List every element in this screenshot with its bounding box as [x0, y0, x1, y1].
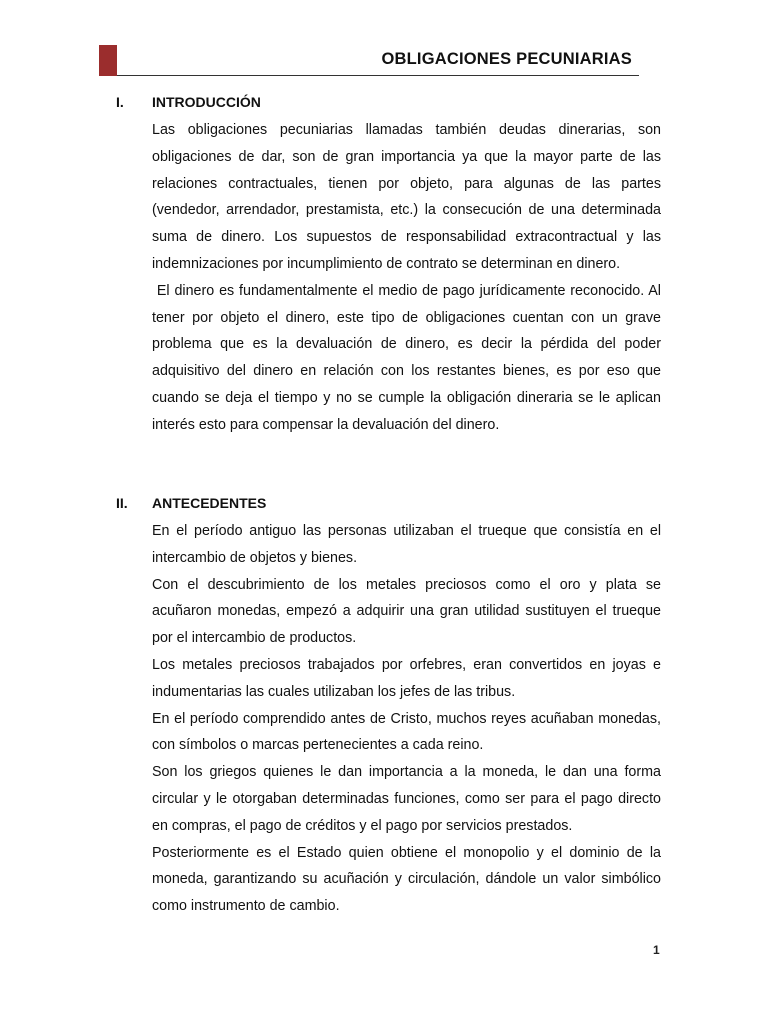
section-number: II.: [116, 495, 128, 511]
paragraph: En el período comprendido antes de Cristo, muchos reyes acuñaban monedas, con símbolos o marcas pertenecientes a cada reino.: [152, 710, 661, 754]
section-heading: INTRODUCCIÓN: [152, 94, 261, 110]
paragraph: En el período antiguo las personas utilizaban el trueque que consistía en el intercambio de objetos y bienes.: [152, 523, 661, 566]
paragraph: El dinero es fundamentalmente el medio de pago jurídicamente reconocido. Al tener por objeto el dinero, este tipo de obligaciones cuentan con un grave problema que es la devaluación de dinero, es decir la pérdida del poder adquisitivo del dinero en relación con los restantes bienes, es por eso que cuando se deja el tiempo y no se cumple la obligación dineraria se le aplican interés esto para compensar la devaluación del dinero.: [152, 282, 665, 433]
paragraph: Los metales preciosos trabajados por orfebres, eran convertidos en joyas e indumentarias las cuales utilizaban los jefes de las tribus.: [152, 656, 661, 700]
page-number: 1: [653, 943, 660, 957]
section-antecedentes-body: [152, 518, 661, 920]
document-title: OBLIGACIONES PECUNIARIAS: [381, 50, 632, 68]
header-accent-bar: [99, 45, 117, 76]
section-heading: ANTECEDENTES: [152, 495, 267, 511]
section-introduccion-body: [152, 117, 665, 439]
paragraph: Las obligaciones pecuniarias llamadas también deudas dinerarias, son obligaciones de dar, son de gran importancia ya que la mayor parte de las relaciones contractuales, tienen por objeto, para algunas de las partes (vendedor, arrendador, prestamista, etc.) la consecución de una determinada suma de dinero. Los supuestos de responsabilidad extracontractual y las indemnizaciones por incumplimiento de contrato se determinan en dinero.: [152, 122, 661, 272]
header-rule: [117, 75, 639, 76]
paragraph: Con el descubrimiento de los metales preciosos como el oro y plata se acuñaron monedas, empezó a adquirir una gran utilidad sustituyen el trueque por el intercambio de productos.: [152, 576, 661, 647]
paragraph: Posteriormente es el Estado quien obtiene el monopolio y el dominio de la moneda, garantizando su acuñación y circulación, dándole un valor simbólico como instrumento de cambio.: [152, 844, 661, 915]
paragraph: Son los griegos quienes le dan importancia a la moneda, le dan una forma circular y le otorgaban determinadas funciones, como ser para el pago directo en compras, el pago de créditos y el pago por servicios prestados.: [152, 764, 661, 834]
section-number: I.: [116, 94, 124, 110]
